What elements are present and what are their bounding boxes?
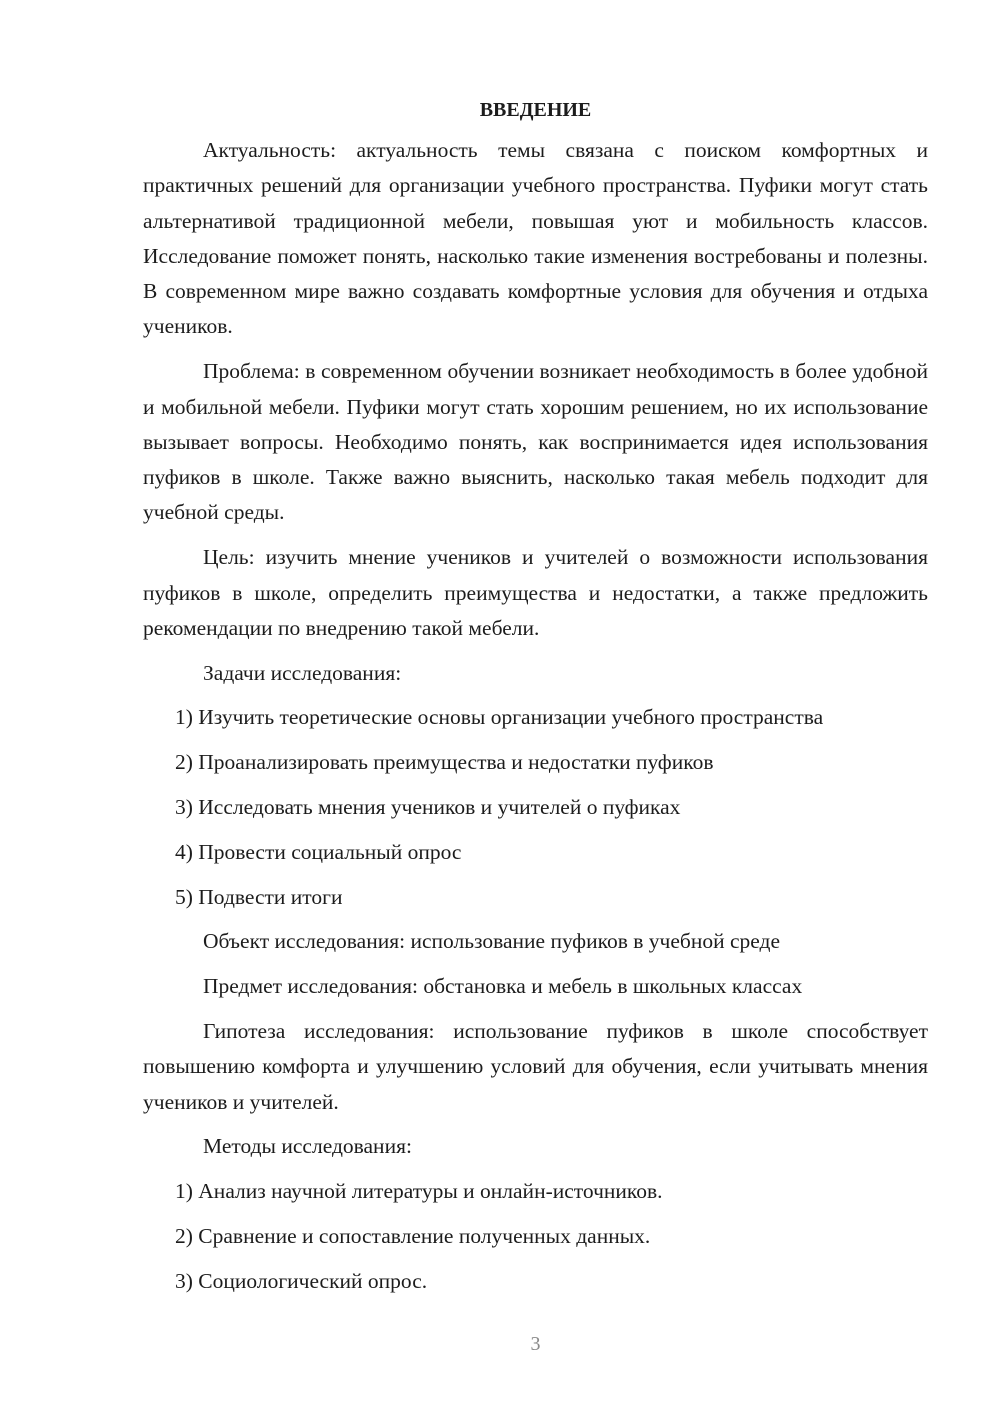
hypothesis-paragraph: Гипотеза исследования: использование пуфиков в школе способствует повышению комфорта и улучшению условий для обучения, если учитывать мнения учеников и учителей. bbox=[143, 1019, 928, 1114]
page-title: ВВЕДЕНИЕ bbox=[479, 99, 592, 121]
method-item: 3) Социологический опрос. bbox=[175, 1268, 428, 1293]
method-item: 2) Сравнение и сопоставление полученных данных. bbox=[175, 1224, 651, 1249]
task-item: 4) Провести социальный опрос bbox=[175, 839, 462, 864]
tasks-list bbox=[143, 700, 928, 914]
research-object: Объект исследования: использование пуфиков в учебной среде bbox=[203, 929, 780, 954]
task-item: 5) Подвести итоги bbox=[175, 884, 343, 909]
problem-paragraph: Проблема: в современном обучении возникает необходимость в более удобной и мобильной мебели. Пуфики могут стать хорошим решением, но их использование вызывает вопросы. Необходимо понять, как воспринимается идея использования пуфиков в школе. Также важно выяснить, насколько такая мебель подходит для учебной среды. bbox=[143, 359, 928, 525]
tasks-heading: Задачи исследования: bbox=[203, 660, 402, 685]
relevance-paragraph: Актуальность: актуальность темы связана с поиском комфортных и практичных решений для организации учебного пространства. Пуфики могут стать альтернативой традиционной мебели, повышая уют и мобильность классов. Исследование поможет понять, насколько такие изменения востребованы и полезны. В современном мире важно создавать комфортные условия для обучения и отдыха учеников. bbox=[143, 138, 928, 339]
method-item: 1) Анализ научной литературы и онлайн-источников. bbox=[175, 1179, 663, 1204]
task-item: 3) Исследовать мнения учеников и учителей о пуфиках bbox=[175, 795, 681, 820]
document-page bbox=[143, 92, 928, 1309]
methods-list bbox=[143, 1174, 928, 1299]
page-number: 3 bbox=[530, 1333, 541, 1355]
goal-paragraph: Цель: изучить мнение учеников и учителей о возможности использования пуфиков в школе, определить преимущества и недостатки, а также предложить рекомендации по внедрению такой мебели. bbox=[143, 545, 928, 640]
methods-heading: Методы исследования: bbox=[203, 1134, 412, 1159]
task-item: 2) Проанализировать преимущества и недостатки пуфиков bbox=[175, 750, 714, 775]
research-subject: Предмет исследования: обстановка и мебель в школьных классах bbox=[203, 974, 803, 999]
task-item: 1) Изучить теоретические основы организации учебного пространства bbox=[175, 705, 824, 730]
